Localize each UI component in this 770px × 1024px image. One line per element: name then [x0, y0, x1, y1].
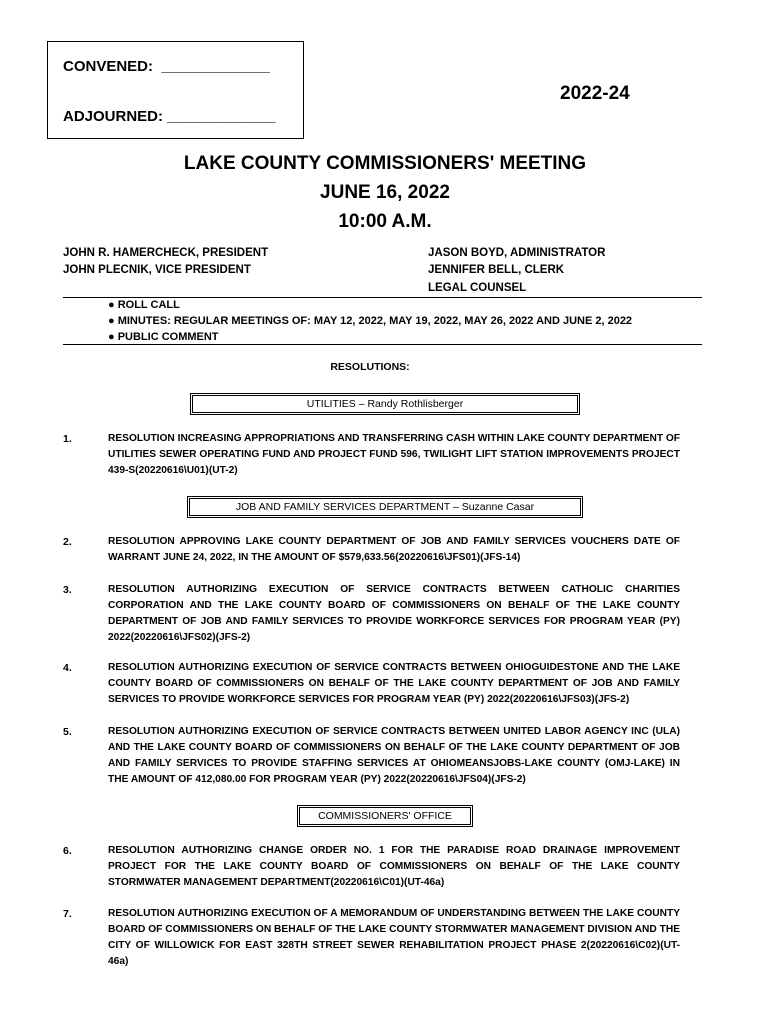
- section-utilities: UTILITIES – Randy Rothlisberger: [190, 393, 580, 415]
- agenda-minutes: ● MINUTES: REGULAR MEETINGS OF: MAY 12, 2022, MAY 19, 2022, MAY 26, 2022 AND JUNE 2, 2022: [108, 315, 633, 327]
- meeting-title: LAKE COUNTY COMMISSIONERS' MEETING: [183, 153, 587, 174]
- agenda-roll-call: ● ROLL CALL: [108, 299, 180, 311]
- item-number: 3.: [63, 584, 72, 596]
- convened-label: CONVENED: _____________: [63, 58, 270, 75]
- official-legal-counsel: LEGAL COUNSEL: [428, 282, 527, 294]
- item-number: 6.: [63, 845, 72, 857]
- agenda-divider-bottom: [63, 344, 702, 345]
- resolutions-heading: RESOLUTIONS:: [330, 361, 410, 373]
- document-number: 2022-24: [560, 83, 630, 104]
- official-clerk: JENNIFER BELL, CLERK: [428, 264, 565, 276]
- item-number: 1.: [63, 433, 72, 445]
- item-number: 7.: [63, 908, 72, 920]
- section-commissioners-office: COMMISSIONERS' OFFICE: [297, 805, 473, 827]
- agenda-divider-top: [63, 297, 702, 298]
- resolution-item: RESOLUTION AUTHORIZING CHANGE ORDER NO. 1 FOR THE PARADISE ROAD DRAINAGE IMPROVEMENT PROJECT FOR THE LAKE COUNTY BOARD OF COMMISSIONERS ON BEHALF OF THE LAKE COUNTY STORMWATER MANAGEMENT DEPARTMENT(20220616\C01)(UT-46a): [108, 845, 680, 888]
- section-job-family-services: JOB AND FAMILY SERVICES DEPARTMENT – Suzanne Casar: [187, 496, 583, 518]
- item-number: 4.: [63, 662, 72, 674]
- adjourned-label: ADJOURNED: _____________: [63, 108, 276, 125]
- agenda-public-comment: ● PUBLIC COMMENT: [108, 331, 219, 343]
- item-number: 2.: [63, 536, 72, 548]
- official-administrator: JASON BOYD, ADMINISTRATOR: [428, 247, 606, 259]
- meeting-time: 10:00 A.M.: [338, 211, 432, 232]
- resolution-item: RESOLUTION INCREASING APPROPRIATIONS AND TRANSFERRING CASH WITHIN LAKE COUNTY DEPARTMENT OF UTILITIES SEWER OPERATING FUND AND PROJECT FUND 596, TWILIGHT LIFT STATION IMPROVEMENTS PROJECT 439-S(20220616\U01)(UT-2): [108, 433, 681, 476]
- resolution-item: RESOLUTION AUTHORIZING EXECUTION OF SERVICE CONTRACTS BETWEEN CATHOLIC CHARITIES CORPORATION AND THE LAKE COUNTY BOARD OF COMMISSIONERS ON BEHALF OF THE LAKE COUNTY DEPARTMENT OF JOB AND FAMILY SERVICES TO PROVIDE WORKFORCE SERVICES FOR PROGRAM YEAR (PY) 2022(20220616\JFS02)(JFS-2): [108, 584, 680, 643]
- resolution-item: RESOLUTION AUTHORIZING EXECUTION OF SERVICE CONTRACTS BETWEEN UNITED LABOR AGENCY INC (ULA) AND THE LAKE COUNTY BOARD OF COMMISSIONERS ON BEHALF OF THE LAKE COUNTY DEPARTMENT OF JOB AND FAMILY SERVICES TO PROVIDE STAFFING SERVICES AT OHIOMEANSJOBS-LAKE COUNTY (OMJ-LAKE) IN THE AMOUNT OF 412,080.00 FOR PROGRAM YEAR (PY) 2022(20220616\JFS04)(JFS-2): [108, 726, 680, 785]
- item-number: 5.: [63, 726, 72, 738]
- resolution-item: RESOLUTION AUTHORIZING EXECUTION OF SERVICE CONTRACTS BETWEEN OHIOGUIDESTONE AND THE LAKE COUNTY BOARD OF COMMISSIONERS ON BEHALF OF THE LAKE COUNTY DEPARTMENT OF JOB AND FAMILY SERVICES TO PROVIDE WORKFORCE SERVICES FOR PROGRAM YEAR (PY) 2022(20220616\JFS03)(JFS-2): [108, 662, 680, 705]
- official-president: JOHN R. HAMERCHECK, PRESIDENT: [63, 247, 269, 259]
- meeting-date: JUNE 16, 2022: [320, 182, 450, 203]
- official-vice-president: JOHN PLECNIK, VICE PRESIDENT: [63, 264, 251, 276]
- resolution-item: RESOLUTION AUTHORIZING EXECUTION OF A MEMORANDUM OF UNDERSTANDING BETWEEN THE LAKE COUNTY BOARD OF COMMISSIONERS ON BEHALF OF THE LAKE COUNTY STORMWATER MANAGEMENT DIVISION AND THE CITY OF WILLOWICK FOR EAST 328TH STREET SEWER REHABILITATION PROJECT PHASE 2(20220616\C02)(UT-46a): [108, 908, 680, 967]
- resolution-item: RESOLUTION APPROVING LAKE COUNTY DEPARTMENT OF JOB AND FAMILY SERVICES VOUCHERS DATE OF WARRANT JUNE 24, 2022, IN THE AMOUNT OF $579,633.56(20220616\JFS01)(JFS-14): [108, 536, 680, 563]
